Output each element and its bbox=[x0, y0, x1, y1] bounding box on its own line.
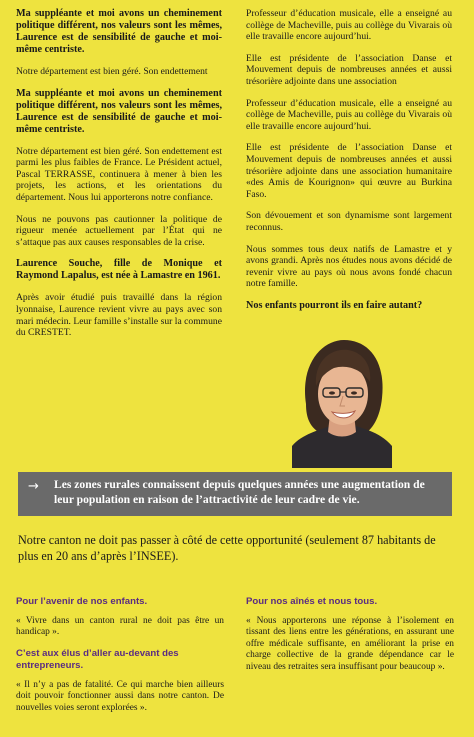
arrow-right-icon: → bbox=[28, 479, 39, 494]
banner-text: Les zones rurales connaissent depuis quelques années une augmentation de leur population en raison de l’attractivité de leur cadre de vie. bbox=[54, 478, 425, 506]
paragraph: Après avoir étudié puis travaillé dans la région lyonnaise, Laurence revient vivre au pays avec son mari médecin. Leur famille s’installe sur la commune du CRESTET. bbox=[16, 292, 222, 339]
paragraph: Professeur d’éducation musicale, elle a enseigné au collège de Macheville, puis au collège du Vivarais où elle travaille encore aujourd’hui. bbox=[246, 8, 452, 43]
quote: « Nous apporterons une réponse à l’isolement en tissant des liens entre les générations, en assurant une offre médicale suffisante, en améliorant la prise en charge collective de la grande dépendance car le niveau des retraites sera insuffisant pour beaucoup ». bbox=[246, 616, 454, 672]
paragraph: Elle est présidente de l’association Danse et Mouvement depuis de nombreuses années et aussi trésorière adjointe dans une association humanitaire «des Amis de Kourignon» qui œuvre au Burkina Faso. bbox=[246, 142, 452, 200]
section-heading: C’est aux élus d’aller au-devant des entrepreneurs. bbox=[16, 647, 179, 671]
section-heading: Pour nos aînés et nous tous. bbox=[246, 596, 378, 607]
section-enfants bbox=[16, 596, 224, 723]
paragraph: Nous ne pouvons pas cautionner la politique de rigueur menée actuellement par l’État qui ne s’attaque pas aux causes responsables de la crise. bbox=[16, 213, 222, 248]
portrait-photo bbox=[292, 334, 392, 468]
paragraph-bold: Ma suppléante et moi avons un cheminement politique différent, nos valeurs sont les mêmes, Laurence est de sensibilité de gauche et moi-même centriste. bbox=[16, 87, 222, 135]
quote: « Vivre dans un canton rural ne doit pas être un handicap ». bbox=[16, 616, 224, 638]
paragraph-bold: Laurence Souche, fille de Monique et Raymond Lapalus, est née à Lamastre en 1961. bbox=[16, 258, 222, 282]
right-text-column bbox=[246, 8, 452, 322]
section-heading: Pour l’avenir de nos enfants. bbox=[16, 596, 148, 607]
paragraph: Notre département est bien géré. Son endettement bbox=[16, 66, 208, 77]
highlight-banner bbox=[18, 472, 452, 516]
paragraph: Professeur d’éducation musicale, elle a enseigné au collège de Macheville, puis au collège du Vivarais où elle travaille encore aujourd’hui. bbox=[246, 97, 452, 132]
paragraph-bold: Ma suppléante et moi avons un cheminement politique différent, nos valeurs sont les mêmes, Laurence est de sensibilité de gauche et moi-même centriste. bbox=[16, 8, 222, 55]
paragraph: Son dévouement et son dynamisme sont largement reconnus. bbox=[246, 210, 452, 233]
paragraph-bold: Nos enfants pourront ils en faire autant? bbox=[246, 299, 423, 311]
section-aines bbox=[246, 596, 454, 682]
paragraph: Elle est présidente de l’association Danse et Mouvement depuis de nombreuses années et aussi trésorière adjointe dans une association bbox=[246, 52, 452, 87]
intro-paragraph: Notre canton ne doit pas passer à côté de cette opportunité (seulement 87 habitants de plus en 20 ans d’après l’INSEE). bbox=[18, 533, 436, 563]
quote: « Il n’y a pas de fatalité. Ce qui marche bien ailleurs doit pouvoir fonctionner aussi dans notre canton. De nouvelles voies seront explorées ». bbox=[16, 679, 224, 713]
portrait-illustration bbox=[292, 334, 392, 468]
paragraph: Nous sommes tous deux natifs de Lamastre et y avons grandi. Après nos études nous avons décidé de revenir vivre au pays où nous avons fondé chacun notre famille. bbox=[246, 243, 452, 290]
paragraph: Notre département est bien géré. Son endettement est parmi les plus faibles de France. Le Président actuel, Pascal TERRASSE, continuera à mener à bien les projets, les actions, et les orientations du département. Nous lui apporterons notre confiance. bbox=[16, 145, 222, 203]
left-text-column bbox=[16, 8, 222, 349]
